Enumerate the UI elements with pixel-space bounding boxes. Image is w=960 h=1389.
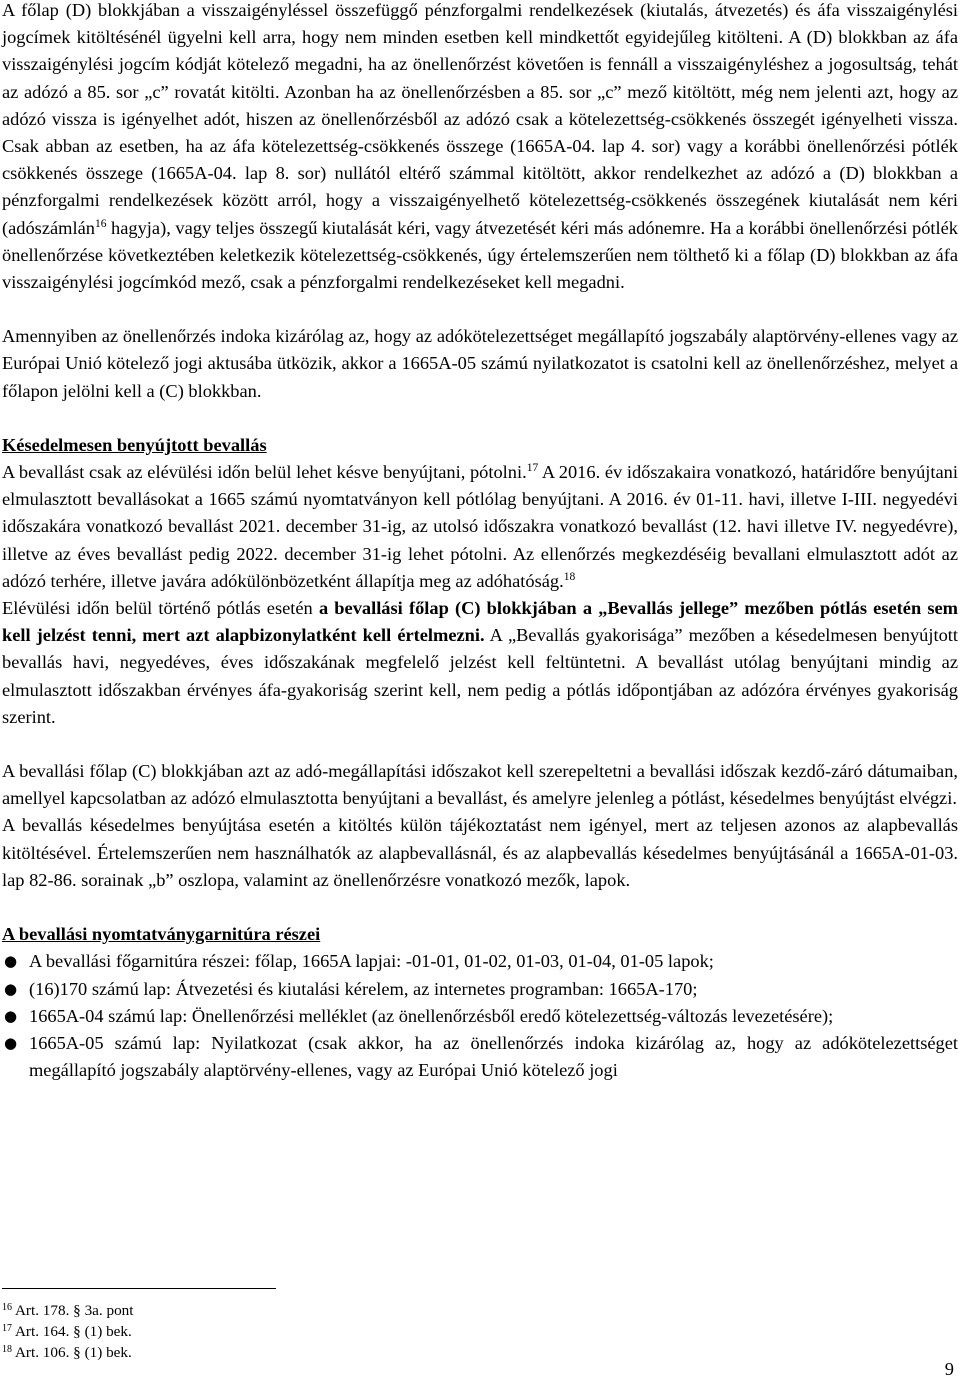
section-heading-kesedelmes: Késedelmesen benyújtott bevallás (2, 434, 267, 455)
section-heading-garnitura: A bevallási nyomtatványgarnitúra részei (2, 924, 321, 945)
footnote-ref-18: 18 (563, 570, 576, 583)
footnote-ref-16: 16 (94, 217, 107, 230)
paragraph-kesedelmes-2: Elévülési időn belül történő pótlás esetén a bevallási főlap (C) blokkjában a „Bevallás jellege” mezőben pótlás esetén sem kell jelzést tenni, mert azt alapbizonylatként kell értelmezni. A „Bevallás gyakorisága” mezőben a késedelmesen benyújtott bevallás havi, negyedéves, éves időszakának megfelelő jelzést kell feltüntetni. A bevallást utólag benyújtani mindig az elmulasztott időszakban érvényes áfa-gyakoriság szerint kell, nem pedig a pótlás időpontjában az adózóra érvényes gyakoriság szerint. (2, 598, 958, 727)
footnote-separator (2, 1288, 276, 1289)
document-page (2, 0, 958, 1084)
paragraph-kesedelmes-3: A bevallási főlap (C) blokkjában azt az adó-megállapítási időszakot kell szerepeltetni a bevallási időszak kezdő-záró dátumaiban, amellyel kapcsolatban az adózó elmulasztotta benyújtani a bevallást, és amelyre jelenleg a pótlást, késedelmes benyújtást elvégzi. (2, 761, 958, 809)
list-item: ● 1665A-04 számú lap: Önellenőrzési melléklet (az önellenőrzésből eredő kötelezettség-változás levezetésére); (2, 1003, 958, 1030)
footnote-18: $^{18}$ Art. 106. § (1) bek. (2, 1344, 132, 1361)
list-item: ● (16)170 számú lap: Átvezetési és kiutalási kérelem, az internetes programban: 1665A-170; (2, 976, 958, 1003)
paragraph-kesedelmes-4: A bevallás késedelmes benyújtása esetén a kitöltés külön tájékoztatást nem igényel, mert az teljesen azonos az alapbevallás kitöltésével. Értelemszerűen nem használhatók az alapbevallásnál, és az alapbevallás késedelmes benyújtásánál a 1665A-01-03. lap 82-86. sorainak „b” oszlopa, valamint az önellenőrzésre vonatkozó mezők, lapok. (2, 815, 958, 890)
footnote-17: $^{17}$ Art. 164. § (1) bek. (2, 1323, 132, 1340)
paragraph-nyilatkozat: Amennyiben az önellenőrzés indoka kizárólag az, hogy az adókötelezettséget megállapító jogszabály alaptörvény-ellenes vagy az Európai Unió kötelező jogi aktusába ütközik, akkor a 1665A-05 számú nyilatkozatot is csatolni kell az önellenőrzéshez, melyet a főlapon jelölni kell a (C) blokkban. (2, 326, 958, 401)
footnote-ref-17: 17 (526, 462, 539, 475)
paragraph-intro: A főlap (D) blokkjában a visszaigényléssel összefüggő pénzforgalmi rendelkezések (kiutalás, átvezetés) és áfa visszaigénylési jogcímek kitöltésénél ügyelni kell arra, hogy nem minden esetben kell mindkettőt egyidejűleg kitölteni. A (D) blokkban az áfa visszaigénylési jogcím kódját kötelező megadni, ha az önellenőrzést követően is fennáll a visszaigényléshez a jogosultság, tehát az adózó a 85. sor „c” rovatát kitölti. Azonban ha az önellenőrzésben a 85. sor „c” mező kitöltött, még nem jelenti azt, hogy az adózó vissza is igényelhet adót, hiszen az önellenőrzésből az adózó csak a kötelezettség-csökkenés összegét igényelheti vissza. Csak abban az esetben, ha az áfa kötelezettség-csökkenés összege (1665A-04. lap 4. sor) vagy a korábbi önellenőrzési pótlék csökkenés összege (1665A-04. lap 8. sor) nullától eltérő számmal kitöltött, akkor rendelkezhet az adózó a (D) blokkban a pénzforgalmi rendelkezések között arról, hogy a visszaigényelhető kötelezettség-csökkenés összegének kiutalását nem kéri (adószámlán$^{16}$ hagyja), vagy teljes összegű kiutalását kéri, vagy átvezetését kéri más adónemre. Ha a korábbi önellenőrzési pótlék önellenőrzése következtében keletkezik kötelezettség-csökkenés, úgy értelemszerűen nem tölthető ki a főlap (D) blokkban az áfa visszaigénylési jogcímkód mező, csak a pénzforgalmi rendelkezéseket kell megadni. (2, 0, 958, 293)
paragraph-kesedelmes-1: A bevallást csak az elévülési időn belül lehet késve benyújtani, pótolni.$^{17}$ A 2016. év időszakaira vonatkozó, határidőre benyújtani elmulasztott bevallásokat a 1665 számú nyomtatványon kell pótlólag benyújtani. A 2016. év 01-11. havi, illetve I-III. negyedévi időszakára vonatkozó bevallást 2021. december 31-ig, az utolsó időszakra vonatkozó bevallást (12. havi illetve IV. negyedévre), illetve az éves bevallást pedig 2022. december 31-ig lehet pótolni. Az ellenőrzés megkezdéséig bevallani elmulasztott adót az adózó terhére, illetve javára adókülönbözetként állapítja meg az adóhatóság.$^{18}$ (2, 462, 958, 591)
page-number: 9 (944, 1359, 954, 1379)
footnotes (2, 1300, 134, 1363)
bullet-icon: ● (4, 979, 18, 998)
garnitura-list (2, 948, 958, 1084)
bullet-icon: ● (4, 1033, 18, 1052)
bullet-icon: ● (4, 952, 18, 971)
bullet-icon: ● (4, 1006, 18, 1025)
footnote-16: $^{16}$ Art. 178. § 3a. pont (2, 1302, 134, 1319)
list-item: ● A bevallási főgarnitúra részei: főlap, 1665A lapjai: -01-01, 01-02, 01-03, 01-04, 01-05 lapok; (2, 948, 958, 975)
list-item: ● 1665A-05 számú lap: Nyilatkozat (csak akkor, ha az önellenőrzés indoka kizárólag az, hogy az adókötelezettséget megállapító jogszabály alaptörvény-ellenes, vagy az Európai Unió kötelező jogi (2, 1030, 958, 1084)
